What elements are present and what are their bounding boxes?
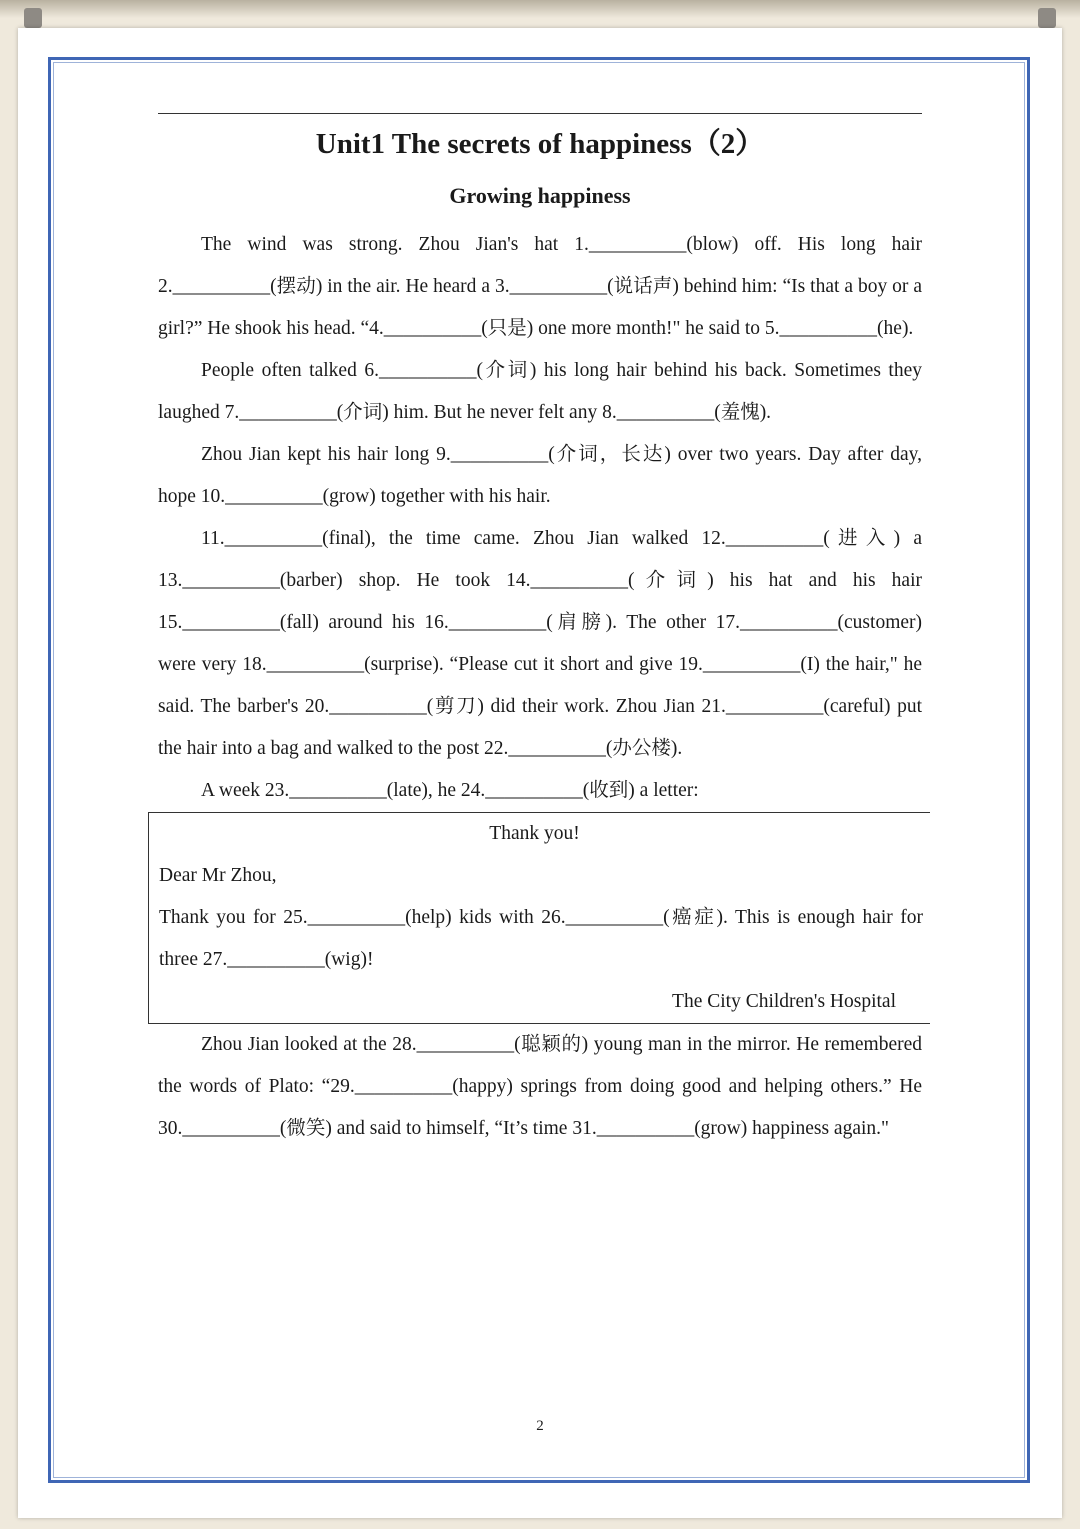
letter-body: Thank you for 25.__________(help) kids with 26.__________(癌症). This is enough hair for three 27.__________(wig)! bbox=[159, 907, 923, 970]
paragraph-3: Zhou Jian kept his hair long 9.__________(介词，长达) over two years. Day after day, hope 10.__________(grow) together with his hair. bbox=[158, 444, 922, 507]
header-rule bbox=[158, 113, 922, 114]
paragraph-4: 11.__________(final), the time came. Zhou Jian walked 12.__________(进入) a 13.__________(barber) shop. He took 14.__________(介词) his hat and his hair 15.__________(fall) around his 16.__________(肩膀). The other 17.__________(customer) were very 18.__________(surprise). “Please cut it short and give 19.__________(I) the hair," he said. The barber's 20.__________(剪刀) did their work. Zhou Jian 21.__________(careful) put the hair into a bag and walked to the post 22.__________(办公楼). bbox=[158, 528, 922, 759]
letter-box bbox=[148, 812, 930, 1024]
worksheet-title: Unit1 The secrets of happiness（2） bbox=[315, 128, 765, 160]
passage-subtitle: Growing happiness bbox=[449, 183, 631, 208]
letter-signature: The City Children's Hospital bbox=[672, 991, 896, 1012]
binder-clip-icon bbox=[1038, 8, 1056, 28]
page-number: 2 bbox=[536, 1418, 544, 1434]
paragraph-1: The wind was strong. Zhou Jian's hat 1.__________(blow) off. His long hair 2.__________(摆动) in the air. He heard a 3.__________(说话声) behind him: “Is that a boy or a girl?” He shook his head. “4.__________(只是) one more month!" he said to 5.__________(he). bbox=[158, 234, 922, 339]
letter-heading: Thank you! bbox=[489, 823, 580, 844]
scan-top-shadow bbox=[0, 0, 1080, 18]
binder-clip-icon bbox=[24, 8, 42, 28]
paragraph-2: People often talked 6.__________(介词) his long hair behind his back. Sometimes they laughed 7.__________(介词) him. But he never felt any 8.__________(羞愧). bbox=[158, 360, 922, 423]
paragraph-5: A week 23.__________(late), he 24.__________(收到) a letter: bbox=[201, 780, 699, 801]
letter-greeting: Dear Mr Zhou, bbox=[159, 865, 277, 886]
paragraph-closing: Zhou Jian looked at the 28.__________(聪颖的) young man in the mirror. He remembered the words of Plato: “29.__________(happy) springs from doing good and helping others.” He 30.__________(微笑) and said to himself, “It’s time 31.__________(grow) happiness again." bbox=[158, 1034, 922, 1139]
worksheet-content bbox=[158, 113, 922, 1150]
